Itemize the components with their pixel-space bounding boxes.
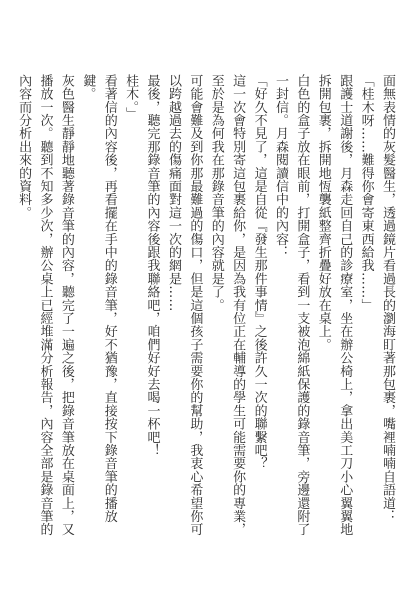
vertical-text-body bbox=[13, 74, 398, 544]
paragraph-1: 面無表情的灰髮醫生，透過鏡片看過長的瀏海盯著那包裹，嘴裡喃喃自語道：「桂木呀……難得你會寄東西給我……」 bbox=[358, 74, 395, 523]
paragraph-9: 看著信的內容後，再看擺在手中的錄音筆，好不猶豫，直接按下錄音筆的播放鍵。 bbox=[80, 74, 117, 523]
paragraph-5: 這一次會特別寄這包裹給你，是因為我有位正在輔導的學生可能需要你的專業，至於是為何我在那錄音筆的內容就是了。 bbox=[208, 74, 246, 536]
paragraph-10: 灰色醫生靜靜地聽著錄音筆的內容，聽完了一遍之後，把錄音筆放在桌面上，又播放一次。聽到不知多少次，辦公桌上已經堆滿分析報告，內容全部是錄音筆的內容而分析出來的資料。 bbox=[16, 74, 74, 536]
paragraph-4: 「好久不見了，這是自從『發生那件事情』之後許久一次的聯繫吧？ bbox=[251, 74, 267, 470]
paragraph-2: 跟護士道謝後，月森走回自己的診療室，坐在辦公椅上，拿出美工刀小心翼翼地拆開包裹，拆開地恆襲紙整齊折疊好放在桌上。 bbox=[315, 74, 353, 536]
paragraph-6: 可能會難及到你那最難過的傷口，但是這個孩子需要你的幫助，我衷心希望你可以跨越過去的傷痛面對這一次的網是…… bbox=[165, 74, 203, 536]
paragraph-8: 桂木。」 bbox=[123, 74, 139, 121]
paragraph-7: 最後，聽完那錄音筆的內容後跟我聯絡吧，咱們好好去喝一杯吧！ bbox=[144, 74, 160, 457]
paragraph-3: 白色的盒子放在眼前，打開盒子，看到一支被泡綿紙保護的錄音筆，旁邊還附了一封信。月森閱讀信中的內容： bbox=[272, 74, 310, 536]
